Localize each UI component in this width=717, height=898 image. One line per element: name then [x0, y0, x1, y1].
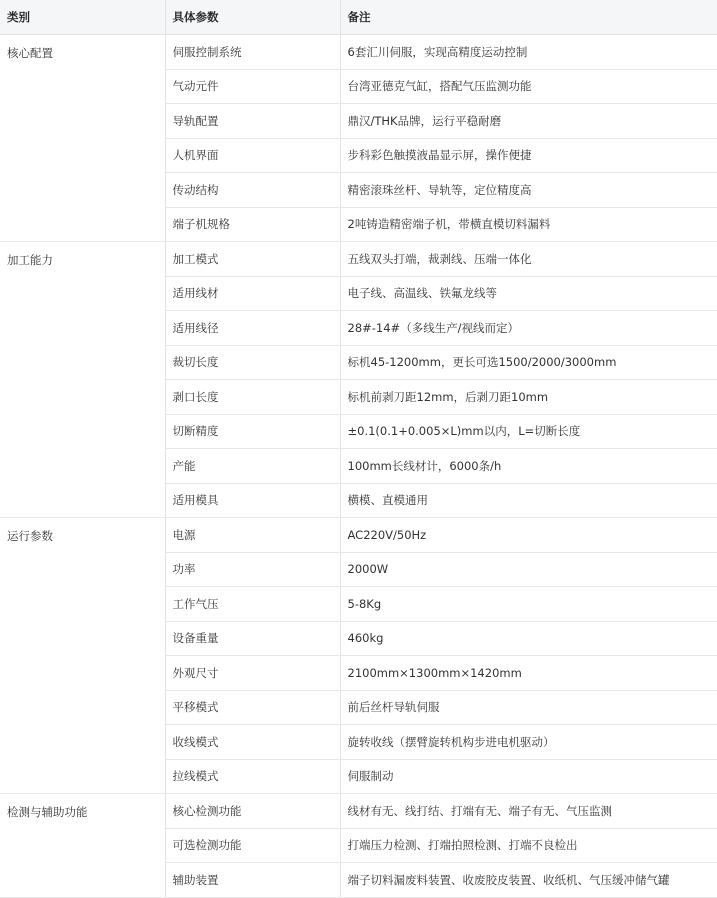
header-row — [0, 0, 717, 35]
remark-cell: 步科彩色触摸液晶显示屏，操作便捷 — [340, 138, 717, 173]
parameter-cell: 核心检测功能 — [165, 794, 340, 829]
parameter-cell: 裁切长度 — [165, 345, 340, 380]
remark-cell: ±0.1(0.1+0.005×L)mm以内，L=切断长度 — [340, 414, 717, 449]
parameter-cell: 适用线材 — [165, 276, 340, 311]
parameter-cell: 端子机规格 — [165, 207, 340, 242]
remark-cell: 2000W — [340, 552, 717, 587]
remark-cell: 台湾亚德克气缸，搭配气压监测功能 — [340, 69, 717, 104]
parameter-cell: 气动元件 — [165, 69, 340, 104]
remark-cell: 打端压力检测、打端拍照检测、打端不良检出 — [340, 828, 717, 863]
remark-cell: 线材有无、线打结、打端有无、端子有无、气压监测 — [340, 794, 717, 829]
remark-cell: 460kg — [340, 621, 717, 656]
category-cell: 检测与辅助功能 — [0, 794, 165, 898]
remark-cell: 端子切料漏废料装置、收废胶皮装置、收纸机、气压缓冲储气罐 — [340, 863, 717, 898]
parameter-cell: 电源 — [165, 518, 340, 553]
parameter-cell: 设备重量 — [165, 621, 340, 656]
parameter-cell: 产能 — [165, 449, 340, 484]
parameter-cell: 辅助装置 — [165, 863, 340, 898]
remark-cell: 5-8Kg — [340, 587, 717, 622]
remark-cell: 100mm长线材计，6000条/h — [340, 449, 717, 484]
remark-cell: 鼎汉/THK品牌，运行平稳耐磨 — [340, 104, 717, 139]
parameter-cell: 外观尺寸 — [165, 656, 340, 691]
table-row — [0, 242, 717, 277]
parameter-cell: 人机界面 — [165, 138, 340, 173]
parameter-cell: 拉线模式 — [165, 759, 340, 794]
parameter-cell: 适用模具 — [165, 483, 340, 518]
header-remark: 备注 — [340, 0, 717, 35]
remark-cell: 精密滚珠丝杆、导轨等，定位精度高 — [340, 173, 717, 208]
remark-cell: 28#-14#（多线生产/视线而定） — [340, 311, 717, 346]
remark-cell: 6套汇川伺服，实现高精度运动控制 — [340, 35, 717, 70]
remark-cell: 2100mm×1300mm×1420mm — [340, 656, 717, 691]
remark-cell: 五线双头打端，裁剥线、压端一体化 — [340, 242, 717, 277]
header-category: 类别 — [0, 0, 165, 35]
remark-cell: 旋转收线（摆臂旋转机构步进电机驱动） — [340, 725, 717, 760]
table-row — [0, 35, 717, 70]
header-parameter: 具体参数 — [165, 0, 340, 35]
remark-cell: 前后丝杆导轨伺服 — [340, 690, 717, 725]
spec-body — [0, 35, 717, 898]
remark-cell: 横模、直模通用 — [340, 483, 717, 518]
parameter-cell: 可选检测功能 — [165, 828, 340, 863]
parameter-cell: 收线模式 — [165, 725, 340, 760]
table-row — [0, 794, 717, 829]
remark-cell: 电子线、高温线、铁氟龙线等 — [340, 276, 717, 311]
parameter-cell: 伺服控制系统 — [165, 35, 340, 70]
parameter-cell: 适用线径 — [165, 311, 340, 346]
parameter-cell: 剥口长度 — [165, 380, 340, 415]
category-cell: 核心配置 — [0, 35, 165, 242]
parameter-cell: 传动结构 — [165, 173, 340, 208]
parameter-cell: 工作气压 — [165, 587, 340, 622]
remark-cell: 标机45-1200mm，更长可选1500/2000/3000mm — [340, 345, 717, 380]
category-cell: 加工能力 — [0, 242, 165, 518]
remark-cell: 2吨铸造精密端子机，带横直模切料漏料 — [340, 207, 717, 242]
category-cell: 运行参数 — [0, 518, 165, 794]
table-row — [0, 518, 717, 553]
parameter-cell: 加工模式 — [165, 242, 340, 277]
remark-cell: 标机前剥刀距12mm，后剥刀距10mm — [340, 380, 717, 415]
remark-cell: AC220V/50Hz — [340, 518, 717, 553]
remark-cell: 伺服制动 — [340, 759, 717, 794]
parameter-cell: 平移模式 — [165, 690, 340, 725]
parameter-cell: 切断精度 — [165, 414, 340, 449]
parameter-cell: 功率 — [165, 552, 340, 587]
parameter-cell: 导轨配置 — [165, 104, 340, 139]
